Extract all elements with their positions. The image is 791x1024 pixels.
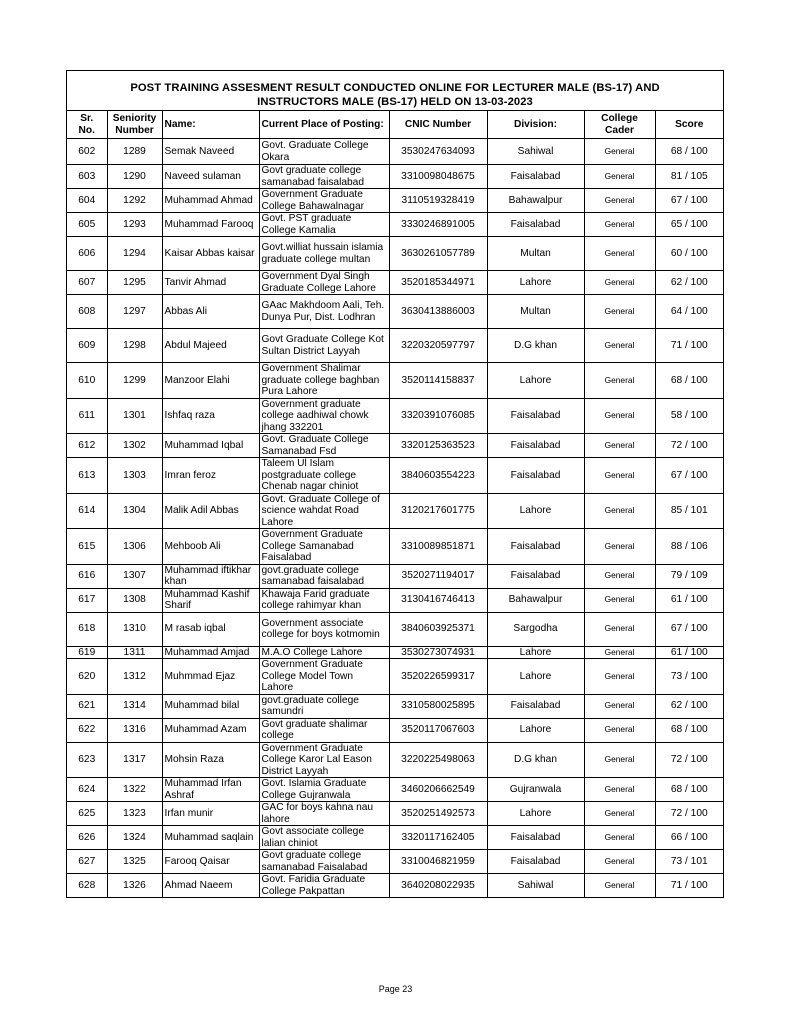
- cell-cnic: 3640208022935: [389, 874, 487, 898]
- cell-seniority: 1325: [107, 850, 162, 874]
- cell-cader: General: [584, 329, 655, 363]
- cell-score: 85 / 101: [655, 493, 723, 529]
- cell-division: Faisalabad: [487, 165, 584, 189]
- cell-sr: 603: [67, 165, 107, 189]
- cell-cnic: 3320391076085: [389, 398, 487, 434]
- cell-sr: 609: [67, 329, 107, 363]
- table-row: [67, 742, 723, 778]
- cell-place: Govt graduate college samanabad Faisalabad: [259, 850, 389, 874]
- cell-place: Government associate college for boys kotmomin: [259, 612, 389, 646]
- cell-sr: 607: [67, 271, 107, 295]
- cell-score: 72 / 100: [655, 434, 723, 458]
- document-title: [67, 71, 723, 110]
- cell-sr: 620: [67, 659, 107, 695]
- cell-sr: 606: [67, 237, 107, 271]
- cell-division: Lahore: [487, 646, 584, 659]
- cell-seniority: 1294: [107, 237, 162, 271]
- cell-place: Government Graduate College Model Town Lahore: [259, 659, 389, 695]
- cell-name: Kaisar Abbas kaisar: [162, 237, 259, 271]
- cell-sr: 622: [67, 718, 107, 742]
- cell-seniority: 1312: [107, 659, 162, 695]
- cell-cader: General: [584, 237, 655, 271]
- cell-seniority: 1317: [107, 742, 162, 778]
- table-row: [67, 612, 723, 646]
- cell-division: Faisalabad: [487, 564, 584, 588]
- cell-seniority: 1297: [107, 295, 162, 329]
- table-row: [67, 295, 723, 329]
- cell-division: Faisalabad: [487, 458, 584, 494]
- cell-cnic: 3220320597797: [389, 329, 487, 363]
- result-sheet: [66, 70, 724, 898]
- cell-sr: 621: [67, 694, 107, 718]
- cell-cnic: 3840603925371: [389, 612, 487, 646]
- cell-division: Multan: [487, 295, 584, 329]
- cell-cnic: 3520226599317: [389, 659, 487, 695]
- cell-cader: General: [584, 694, 655, 718]
- cell-score: 68 / 100: [655, 718, 723, 742]
- cell-sr: 626: [67, 826, 107, 850]
- cell-name: Semak Naveed: [162, 139, 259, 165]
- cell-cnic: 3310098048675: [389, 165, 487, 189]
- cell-division: Faisalabad: [487, 826, 584, 850]
- cell-score: 79 / 109: [655, 564, 723, 588]
- cell-cader: General: [584, 458, 655, 494]
- cell-division: Lahore: [487, 659, 584, 695]
- header-score: Score: [655, 111, 723, 139]
- header-sr: Sr. No.: [67, 111, 107, 139]
- cell-name: Abdul Majeed: [162, 329, 259, 363]
- header-place: Current Place of Posting:: [259, 111, 389, 139]
- cell-cader: General: [584, 363, 655, 399]
- table-row: [67, 213, 723, 237]
- cell-sr: 611: [67, 398, 107, 434]
- cell-division: Faisalabad: [487, 398, 584, 434]
- cell-sr: 605: [67, 213, 107, 237]
- cell-name: Muhammad Farooq: [162, 213, 259, 237]
- table-row: [67, 529, 723, 565]
- cell-cnic: 3520185344971: [389, 271, 487, 295]
- cell-score: 62 / 100: [655, 271, 723, 295]
- table-row: [67, 659, 723, 695]
- cell-score: 67 / 100: [655, 612, 723, 646]
- cell-seniority: 1323: [107, 802, 162, 826]
- cell-cnic: 3320117162405: [389, 826, 487, 850]
- page-number: Page 23: [378, 984, 413, 994]
- cell-cader: General: [584, 826, 655, 850]
- cell-name: Mehboob Ali: [162, 529, 259, 565]
- header-row: [67, 111, 723, 139]
- cell-seniority: 1290: [107, 165, 162, 189]
- table-row: [67, 398, 723, 434]
- cell-name: Muhammad Irfan Ashraf: [162, 778, 259, 802]
- cell-seniority: 1316: [107, 718, 162, 742]
- cell-cnic: 3840603554223: [389, 458, 487, 494]
- cell-division: Sahiwal: [487, 139, 584, 165]
- cell-seniority: 1324: [107, 826, 162, 850]
- cell-score: 65 / 100: [655, 213, 723, 237]
- cell-name: Muhammad Kashif Sharif: [162, 588, 259, 612]
- cell-cader: General: [584, 646, 655, 659]
- cell-cader: General: [584, 139, 655, 165]
- cell-seniority: 1307: [107, 564, 162, 588]
- cell-seniority: 1310: [107, 612, 162, 646]
- cell-place: Govt.williat hussain islamia graduate college multan: [259, 237, 389, 271]
- cell-name: Irfan munir: [162, 802, 259, 826]
- cell-division: Lahore: [487, 718, 584, 742]
- cell-seniority: 1298: [107, 329, 162, 363]
- header-seniority: Seniority Number: [107, 111, 162, 139]
- cell-score: 67 / 100: [655, 458, 723, 494]
- cell-score: 68 / 100: [655, 139, 723, 165]
- cell-cader: General: [584, 802, 655, 826]
- cell-division: Lahore: [487, 363, 584, 399]
- cell-score: 73 / 100: [655, 659, 723, 695]
- table-row: [67, 646, 723, 659]
- cell-name: Tanvir Ahmad: [162, 271, 259, 295]
- cell-place: Government graduate college aadhiwal chowk jhang 332201: [259, 398, 389, 434]
- cell-place: Taleem Ul Islam postgraduate college Chenab nagar chiniot: [259, 458, 389, 494]
- cell-score: 62 / 100: [655, 694, 723, 718]
- cell-division: Sahiwal: [487, 874, 584, 898]
- table-row: [67, 694, 723, 718]
- cell-name: Imran feroz: [162, 458, 259, 494]
- cell-cader: General: [584, 529, 655, 565]
- cell-score: 61 / 100: [655, 588, 723, 612]
- cell-seniority: 1302: [107, 434, 162, 458]
- cell-place: M.A.O College Lahore: [259, 646, 389, 659]
- cell-seniority: 1306: [107, 529, 162, 565]
- cell-name: Muhammad saqlain: [162, 826, 259, 850]
- cell-cnic: 3520114158837: [389, 363, 487, 399]
- cell-sr: 610: [67, 363, 107, 399]
- table-row: [67, 564, 723, 588]
- cell-division: Faisalabad: [487, 529, 584, 565]
- cell-score: 73 / 101: [655, 850, 723, 874]
- table-row: [67, 826, 723, 850]
- cell-cnic: 3120217601775: [389, 493, 487, 529]
- cell-division: Gujranwala: [487, 778, 584, 802]
- header-name: Name:: [162, 111, 259, 139]
- cell-seniority: 1289: [107, 139, 162, 165]
- cell-cnic: 3630261057789: [389, 237, 487, 271]
- cell-name: Muhammad Ahmad: [162, 189, 259, 213]
- cell-sr: 628: [67, 874, 107, 898]
- cell-seniority: 1303: [107, 458, 162, 494]
- cell-seniority: 1295: [107, 271, 162, 295]
- cell-sr: 625: [67, 802, 107, 826]
- cell-name: Mohsin Raza: [162, 742, 259, 778]
- cell-sr: 612: [67, 434, 107, 458]
- cell-place: Government Shalimar graduate college baghban Pura Lahore: [259, 363, 389, 399]
- cell-score: 64 / 100: [655, 295, 723, 329]
- cell-seniority: 1301: [107, 398, 162, 434]
- cell-cnic: 3530273074931: [389, 646, 487, 659]
- cell-place: Government Graduate College Samanabad Faisalabad: [259, 529, 389, 565]
- cell-seniority: 1299: [107, 363, 162, 399]
- header-division: Division:: [487, 111, 584, 139]
- cell-seniority: 1311: [107, 646, 162, 659]
- cell-cnic: 3330246891005: [389, 213, 487, 237]
- cell-cader: General: [584, 493, 655, 529]
- cell-cnic: 3310089851871: [389, 529, 487, 565]
- header-cnic: CNIC Number: [389, 111, 487, 139]
- table-row: [67, 588, 723, 612]
- cell-place: Govt graduate shalimar college: [259, 718, 389, 742]
- cell-name: Muhmmad Ejaz: [162, 659, 259, 695]
- cell-cnic: 3310046821959: [389, 850, 487, 874]
- cell-cader: General: [584, 398, 655, 434]
- cell-score: 72 / 100: [655, 742, 723, 778]
- cell-name: Muhammad Amjad: [162, 646, 259, 659]
- cell-score: 71 / 100: [655, 329, 723, 363]
- cell-cader: General: [584, 588, 655, 612]
- cell-cnic: 3630413886003: [389, 295, 487, 329]
- cell-division: Faisalabad: [487, 850, 584, 874]
- cell-cader: General: [584, 742, 655, 778]
- cell-score: 58 / 100: [655, 398, 723, 434]
- table-row: [67, 434, 723, 458]
- table-row: [67, 271, 723, 295]
- cell-cnic: 3220225498063: [389, 742, 487, 778]
- cell-sr: 624: [67, 778, 107, 802]
- cell-division: D.G khan: [487, 329, 584, 363]
- cell-sr: 623: [67, 742, 107, 778]
- cell-name: Malik Adil Abbas: [162, 493, 259, 529]
- cell-seniority: 1314: [107, 694, 162, 718]
- cell-name: Muhammad iftikhar khan: [162, 564, 259, 588]
- table-row: [67, 189, 723, 213]
- cell-cnic: 3530247634093: [389, 139, 487, 165]
- cell-score: 71 / 100: [655, 874, 723, 898]
- cell-cader: General: [584, 271, 655, 295]
- cell-place: Govt. Graduate College Samanabad Fsd: [259, 434, 389, 458]
- cell-name: Naveed sulaman: [162, 165, 259, 189]
- table-row: [67, 874, 723, 898]
- cell-cader: General: [584, 850, 655, 874]
- cell-place: Khawaja Farid graduate college rahimyar khan: [259, 588, 389, 612]
- table-row: [67, 493, 723, 529]
- cell-name: Farooq Qaisar: [162, 850, 259, 874]
- cell-name: Ishfaq raza: [162, 398, 259, 434]
- cell-name: Muhammad bilal: [162, 694, 259, 718]
- table-row: [67, 458, 723, 494]
- cell-score: 81 / 105: [655, 165, 723, 189]
- cell-cnic: 3520271194017: [389, 564, 487, 588]
- cell-place: Govt. Faridia Graduate College Pakpattan: [259, 874, 389, 898]
- cell-cnic: 3310580025895: [389, 694, 487, 718]
- cell-cnic: 3320125363523: [389, 434, 487, 458]
- cell-place: Government Graduate College Bahawalnagar: [259, 189, 389, 213]
- table-row: [67, 139, 723, 165]
- cell-score: 88 / 106: [655, 529, 723, 565]
- cell-division: Bahawalpur: [487, 189, 584, 213]
- cell-score: 68 / 100: [655, 363, 723, 399]
- cell-score: 67 / 100: [655, 189, 723, 213]
- cell-cader: General: [584, 213, 655, 237]
- cell-division: Lahore: [487, 493, 584, 529]
- cell-division: Faisalabad: [487, 694, 584, 718]
- cell-name: Muhammad Iqbal: [162, 434, 259, 458]
- cell-division: Faisalabad: [487, 434, 584, 458]
- cell-division: Faisalabad: [487, 213, 584, 237]
- cell-place: Government Dyal Singh Graduate College Lahore: [259, 271, 389, 295]
- table-row: [67, 363, 723, 399]
- cell-score: 66 / 100: [655, 826, 723, 850]
- cell-place: govt.graduate college samanabad faisalabad: [259, 564, 389, 588]
- table-row: [67, 802, 723, 826]
- header-cader: College Cader: [584, 111, 655, 139]
- cell-name: Muhammad Azam: [162, 718, 259, 742]
- cell-place: GAC for boys kahna nau lahore: [259, 802, 389, 826]
- cell-place: Government Graduate College Karor Lal Eason District Layyah: [259, 742, 389, 778]
- cell-cader: General: [584, 718, 655, 742]
- cell-cader: General: [584, 434, 655, 458]
- cell-cnic: 3520117067603: [389, 718, 487, 742]
- cell-cader: General: [584, 295, 655, 329]
- cell-cader: General: [584, 612, 655, 646]
- cell-sr: 615: [67, 529, 107, 565]
- cell-score: 68 / 100: [655, 778, 723, 802]
- cell-sr: 613: [67, 458, 107, 494]
- cell-place: Govt associate college lalian chiniot: [259, 826, 389, 850]
- table-row: [67, 165, 723, 189]
- cell-division: Multan: [487, 237, 584, 271]
- cell-sr: 602: [67, 139, 107, 165]
- cell-sr: 617: [67, 588, 107, 612]
- table-row: [67, 850, 723, 874]
- cell-score: 60 / 100: [655, 237, 723, 271]
- cell-seniority: 1326: [107, 874, 162, 898]
- cell-cader: General: [584, 564, 655, 588]
- cell-place: govt.graduate college samundri: [259, 694, 389, 718]
- cell-cnic: 3130416746413: [389, 588, 487, 612]
- cell-division: Bahawalpur: [487, 588, 584, 612]
- cell-sr: 627: [67, 850, 107, 874]
- cell-cader: General: [584, 189, 655, 213]
- results-table: [67, 110, 723, 897]
- title-line-2: INSTRUCTORS MALE (BS-17) HELD ON 13-03-2023: [257, 96, 533, 108]
- cell-sr: 619: [67, 646, 107, 659]
- cell-sr: 614: [67, 493, 107, 529]
- table-row: [67, 718, 723, 742]
- cell-division: Lahore: [487, 271, 584, 295]
- cell-cader: General: [584, 874, 655, 898]
- table-row: [67, 778, 723, 802]
- cell-score: 72 / 100: [655, 802, 723, 826]
- cell-cnic: 3520251492573: [389, 802, 487, 826]
- cell-place: Govt. PST graduate College Kamalia: [259, 213, 389, 237]
- cell-place: Govt Graduate College Kot Sultan District Layyah: [259, 329, 389, 363]
- cell-place: Govt graduate college samanabad faisalabad: [259, 165, 389, 189]
- cell-sr: 604: [67, 189, 107, 213]
- cell-name: Abbas Ali: [162, 295, 259, 329]
- cell-name: Manzoor Elahi: [162, 363, 259, 399]
- table-row: [67, 237, 723, 271]
- cell-name: M rasab iqbal: [162, 612, 259, 646]
- cell-seniority: 1293: [107, 213, 162, 237]
- cell-sr: 618: [67, 612, 107, 646]
- cell-cader: General: [584, 659, 655, 695]
- cell-cader: General: [584, 778, 655, 802]
- cell-place: Govt. Graduate College Okara: [259, 139, 389, 165]
- cell-division: Sargodha: [487, 612, 584, 646]
- cell-seniority: 1292: [107, 189, 162, 213]
- title-line-1: POST TRAINING ASSESMENT RESULT CONDUCTED ONLINE FOR LECTURER MALE (BS-17) AND: [130, 82, 660, 94]
- cell-place: GAac Makhdoom Aali, Teh. Dunya Pur, Dist. Lodhran: [259, 295, 389, 329]
- cell-cnic: 3110519328419: [389, 189, 487, 213]
- cell-sr: 616: [67, 564, 107, 588]
- cell-cnic: 3460206662549: [389, 778, 487, 802]
- cell-seniority: 1308: [107, 588, 162, 612]
- cell-cader: General: [584, 165, 655, 189]
- cell-division: D.G khan: [487, 742, 584, 778]
- cell-division: Lahore: [487, 802, 584, 826]
- cell-seniority: 1304: [107, 493, 162, 529]
- cell-place: Govt. Islamia Graduate College Gujranwala: [259, 778, 389, 802]
- cell-place: Govt. Graduate College of science wahdat Road Lahore: [259, 493, 389, 529]
- cell-seniority: 1322: [107, 778, 162, 802]
- cell-sr: 608: [67, 295, 107, 329]
- cell-name: Ahmad Naeem: [162, 874, 259, 898]
- table-row: [67, 329, 723, 363]
- cell-score: 61 / 100: [655, 646, 723, 659]
